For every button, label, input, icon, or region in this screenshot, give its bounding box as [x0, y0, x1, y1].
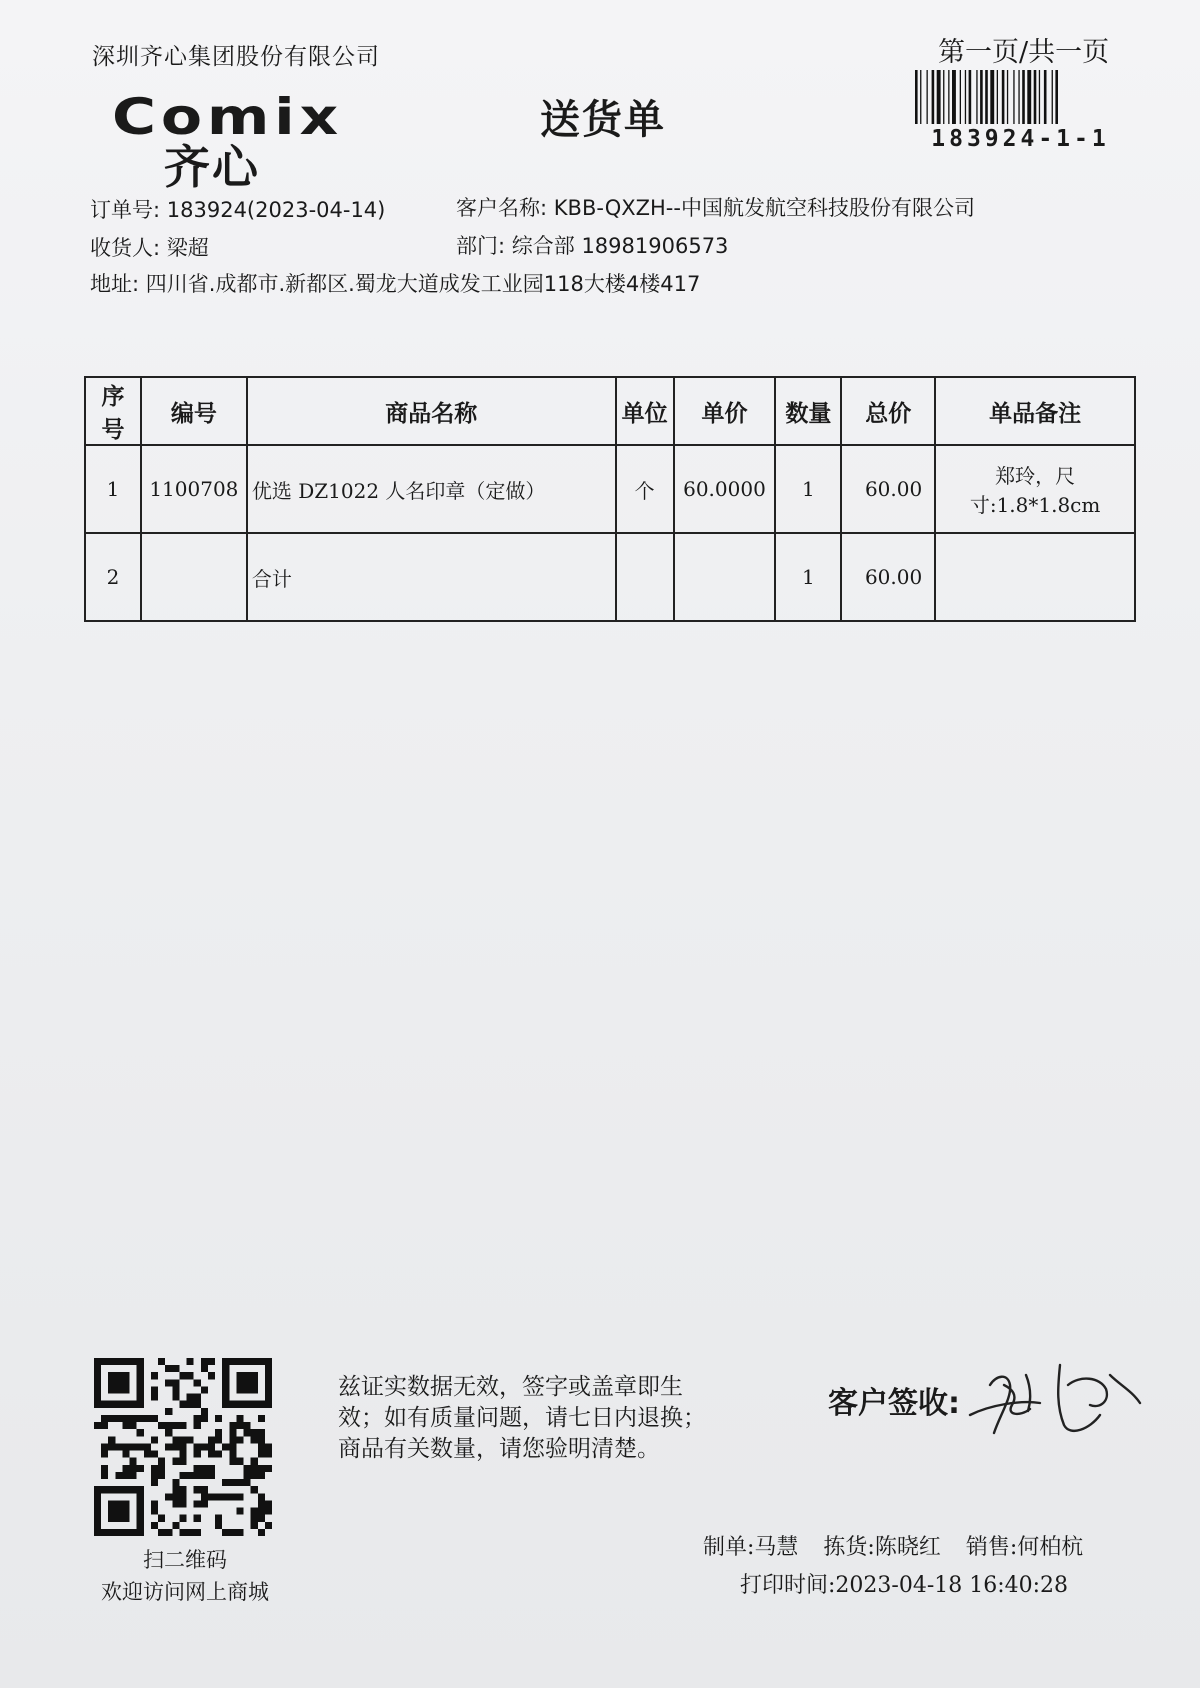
- notice-line: 商品有关数量，请您验明清楚。: [338, 1436, 660, 1462]
- notice-line: 效；如有质量问题，请七日内退换；: [338, 1405, 706, 1431]
- note-line: 寸:1.8*1.8cm: [969, 493, 1101, 517]
- department-label: 部门:: [456, 234, 506, 258]
- table-header-row: [85, 377, 1135, 445]
- comix-logo: [112, 88, 352, 194]
- cell-code: [141, 533, 247, 621]
- notice-line: 兹证实数据无效，签字或盖章即生: [338, 1374, 683, 1400]
- receiver-label: 收货人:: [90, 236, 161, 260]
- cell-seq: 2: [85, 533, 141, 621]
- print-time: 打印时间:2023-04-18 16:40:28: [740, 1573, 1069, 1598]
- items-table: [84, 376, 1136, 622]
- col-header-qty: 数量: [775, 377, 841, 445]
- table-row: [85, 533, 1135, 621]
- table-row: [85, 445, 1135, 533]
- cell-qty: 1: [775, 445, 841, 533]
- logo-wordmark: Comix: [112, 88, 344, 146]
- picker: 拣货:陈晓红: [823, 1535, 941, 1560]
- address-label: 地址:: [90, 272, 140, 296]
- cell-unit: [616, 533, 674, 621]
- document-title: 送货单: [540, 97, 666, 143]
- cell-note: [935, 445, 1135, 533]
- department-value: 综合部 18981906573: [511, 234, 729, 258]
- receiver-value: 梁超: [166, 236, 209, 260]
- cell-note: [935, 533, 1135, 621]
- page-indicator: 第一页/共一页: [938, 37, 1110, 68]
- barcode-number: 183924-1-1: [931, 126, 1110, 152]
- cell-price: 60.0000: [674, 445, 776, 533]
- customer-name: [456, 192, 975, 222]
- order-number: [90, 194, 385, 224]
- customer-receipt-label: 客户签收:: [828, 1386, 960, 1421]
- qr-caption-line: 扫二维码: [143, 1548, 227, 1572]
- sales: 销售:何柏杭: [965, 1535, 1084, 1560]
- cell-total: 60.00: [841, 533, 935, 621]
- col-header-seq: 序号: [85, 377, 141, 445]
- col-header-unit: 单位: [616, 377, 674, 445]
- maker: 制单:马慧: [703, 1535, 799, 1560]
- cell-unit: 个: [616, 445, 674, 533]
- handwritten-signature: [960, 1345, 1150, 1445]
- order-number-label: 订单号:: [90, 198, 161, 222]
- staff-info: [703, 1530, 1083, 1561]
- cell-price: [674, 533, 776, 621]
- cell-name: 优选 DZ1022 人名印章（定做）: [247, 445, 616, 533]
- customer-value: KBB-QXZH--中国航发航空科技股份有限公司: [553, 196, 975, 220]
- col-header-name: 商品名称: [247, 377, 616, 445]
- col-header-code: 编号: [141, 377, 247, 445]
- cell-seq: 1: [85, 445, 141, 533]
- department: [456, 230, 728, 260]
- qr-caption-line: 欢迎访问网上商城: [101, 1580, 269, 1604]
- note-line: 郑玲，尺: [995, 464, 1076, 488]
- cell-total: 60.00: [841, 445, 935, 533]
- barcode: [913, 70, 1128, 124]
- qr-caption: [80, 1544, 290, 1608]
- address: [90, 268, 700, 298]
- cell-name: 合计: [247, 533, 616, 621]
- logo-chinese: 齐心: [164, 140, 260, 194]
- receiver: [90, 232, 209, 262]
- address-value: 四川省.成都市.新都区.蜀龙大道成发工业园118大楼4楼417: [145, 272, 701, 296]
- col-header-note: 单品备注: [935, 377, 1135, 445]
- customer-label: 客户名称:: [456, 196, 548, 220]
- qr-code: [94, 1358, 272, 1536]
- col-header-total: 总价: [841, 377, 935, 445]
- cell-qty: 1: [775, 533, 841, 621]
- company-name: 深圳齐心集团股份有限公司: [92, 44, 380, 70]
- cell-code: 1100708: [141, 445, 247, 533]
- notice-text: [338, 1372, 758, 1465]
- order-number-value: 183924(2023-04-14): [166, 198, 386, 222]
- col-header-price: 单价: [674, 377, 776, 445]
